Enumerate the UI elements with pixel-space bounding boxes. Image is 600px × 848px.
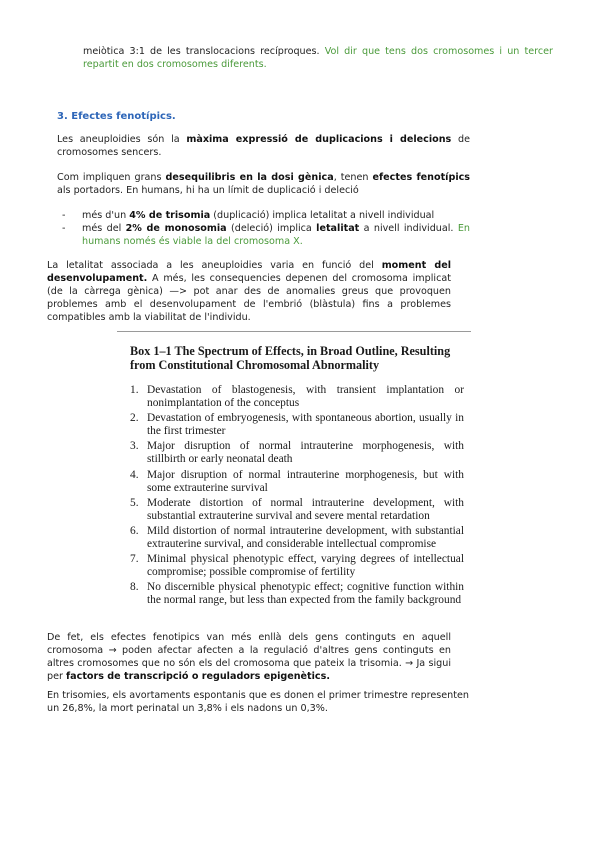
box-list-item: 4. Major disruption of normal intrauterine morphogenesis, but with some extrauterine survival: [130, 468, 464, 494]
box-top-rule: [117, 331, 471, 332]
box-list-item: 8. No discernible physical phenotypic effect; cognitive function within the normal range, but less than expected from the family background: [130, 581, 464, 607]
section-title: 3. Efectes fenotípics.: [57, 111, 176, 122]
list-item: - més d'un 4% de trisomia (duplicació) implica letalitat a nivell individual: [62, 210, 435, 221]
box-list-item: 5. Moderate distortion of normal intrauterine development, with substantial extrauterine survival and severe mental retardation: [130, 496, 464, 522]
box-list-item: 2. Devastation of embryogenesis, with spontaneous abortion, usually in the first trimester: [130, 412, 464, 438]
paragraph-aneuploidies: Les aneuploidies són la màxima expressió de duplicacions i delecions de cromosomes sencers.: [57, 134, 470, 158]
paragraph-regulation: De fet, els efectes fenotipics van més enllà dels gens continguts en aquell cromosoma → poden afectar afecten a la regulació d'altres gens continguts en altres cromosomes que no són els del cromosoma que pateix la trisomia. → Ja sigui per factors de transcripció o reguladors epigenètics.: [47, 632, 451, 682]
box-list-item: 6. Mild distortion of normal intrauterine development, with substantial extrauterine survival, and considerable intellectual compromise: [130, 524, 464, 550]
box-list-item: 3. Major disruption of normal intrauterine morphogenesis, with stillbirth or early neonatal death: [130, 440, 464, 466]
box-list-item: 7. Minimal physical phenotypic effect, varying degrees of intellectual compromise; possible compromise of fertility: [130, 553, 464, 579]
list-item: - més del 2% de monosomia (deleció) implica letalitat a nivell individual. En humans només és viable la del cromosoma X.: [62, 223, 470, 247]
box-list-item: 1. Devastation of blastogenesis, with transient implantation or nonimplantation of the conceptus: [130, 384, 464, 409]
green-note: Vol dir que tens dos cromosomes i un tercer repartit en dos cromosomes diferents.: [83, 46, 553, 70]
box-list: [130, 384, 464, 610]
paragraph-lethality: La letalitat associada a les aneuploidies varia en funció del moment del desenvolupament. A més, les consequencies depenen del cromosoma implicat (de la càrrega gènica) —> pot anar des de anomalies greus que provoquen problemes amb el desenvolupament de l'embrió (blàstula) fins a problemes compatibles amb la viabilitat de l'individu.: [47, 260, 452, 323]
intro-paragraph: meiòtica 3:1 de les translocacions recíproques. Vol dir que tens dos cromosomes i un tercer repartit en dos cromosomes diferents.: [83, 46, 553, 70]
box-title: Box 1–1 The Spectrum of Effects, in Broad Outline, Resulting from Constitutional Chromosomal Abnormality: [130, 344, 451, 372]
paragraph-dosage: Com impliquen grans desequilibris en la dosi gènica, tenen efectes fenotípics als portadors. En humans, hi ha un límit de duplicació i deleció: [57, 172, 471, 196]
limits-list: [62, 209, 470, 248]
paragraph-trisomy-stats: En trisomies, els avortaments espontanis que es donen el primer trimestre representen un 26,8%, la mort perinatal un 3,8% i els nadons un 0,3%.: [47, 690, 469, 714]
